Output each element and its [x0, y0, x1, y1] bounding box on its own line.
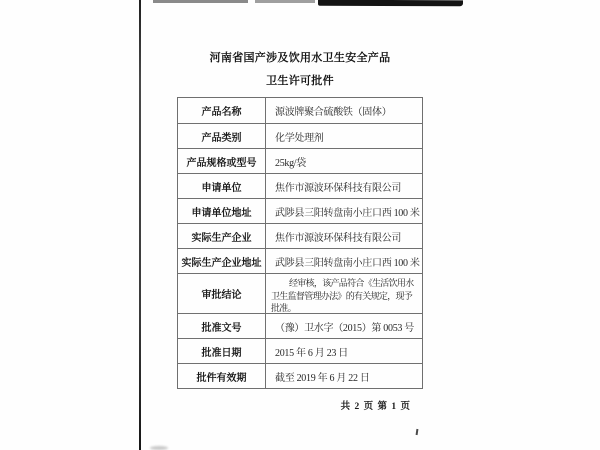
- row-value: 化学处理剂: [275, 132, 324, 144]
- row-value: 经审核，该产品符合《生活饮用水卫生监督管理办法》的有关规定，现予批准。: [271, 278, 414, 313]
- table-row-validity-period: [178, 363, 422, 388]
- table-row-applicant-address: [178, 198, 422, 223]
- row-value: （豫）卫水字（2015）第 0053 号: [275, 322, 415, 334]
- row-value: 焦作市源波环保科技有限公司: [275, 232, 402, 244]
- row-label: 批准日期: [178, 339, 266, 363]
- row-label: 批准文号: [178, 314, 266, 338]
- scan-tick-mark: [416, 429, 419, 435]
- certificate-table: [177, 97, 423, 389]
- scan-edge-smudge-mid: [255, 0, 315, 3]
- table-row-manufacturer-address: [178, 248, 422, 273]
- table-row-manufacturer: [178, 223, 422, 248]
- row-value: 2015 年 6 月 23 日: [275, 347, 349, 359]
- row-label: 产品名称: [178, 98, 266, 123]
- scan-edge-smudge-left: [153, 0, 248, 3]
- scan-bottom-smudge: [150, 446, 168, 450]
- row-label: 申请单位: [178, 174, 266, 198]
- row-label: 产品规格或型号: [178, 149, 266, 173]
- table-row-applicant: [178, 173, 422, 198]
- table-row-product-category: [178, 123, 422, 148]
- document-title-line1: 河南省国产涉及饮用水卫生安全产品: [209, 52, 391, 64]
- row-label: 产品类别: [178, 124, 266, 148]
- row-value: 武陟县三阳转盘南小庄口西 100 米: [275, 207, 420, 219]
- row-value: 武陟县三阳转盘南小庄口西 100 米: [275, 257, 420, 269]
- table-row-approval-conclusion: [178, 273, 422, 313]
- table-row-product-name: [178, 98, 422, 123]
- table-row-approval-number: [178, 313, 422, 338]
- page-number-footer: 共 2 页 第 1 页: [340, 402, 411, 412]
- row-value: 源波牌聚合硫酸铁（固体）: [275, 107, 392, 118]
- document-title-line2: 卫生许可批件: [266, 75, 334, 87]
- row-label: 批件有效期: [178, 364, 266, 388]
- row-value: 焦作市源波环保科技有限公司: [275, 182, 402, 194]
- table-row-approval-date: [178, 338, 422, 363]
- scan-fold-line: [139, 0, 141, 450]
- row-label: 申请单位地址: [178, 199, 266, 223]
- row-value: 截至 2019 年 6 月 22 日: [275, 372, 370, 384]
- scan-edge-smudge-right: [318, 0, 463, 6]
- row-value: 25kg/袋: [275, 157, 306, 169]
- row-label: 实际生产企业: [178, 224, 266, 248]
- row-label: 实际生产企业地址: [178, 249, 266, 273]
- row-label: 审批结论: [178, 274, 266, 313]
- table-row-product-spec: [178, 148, 422, 173]
